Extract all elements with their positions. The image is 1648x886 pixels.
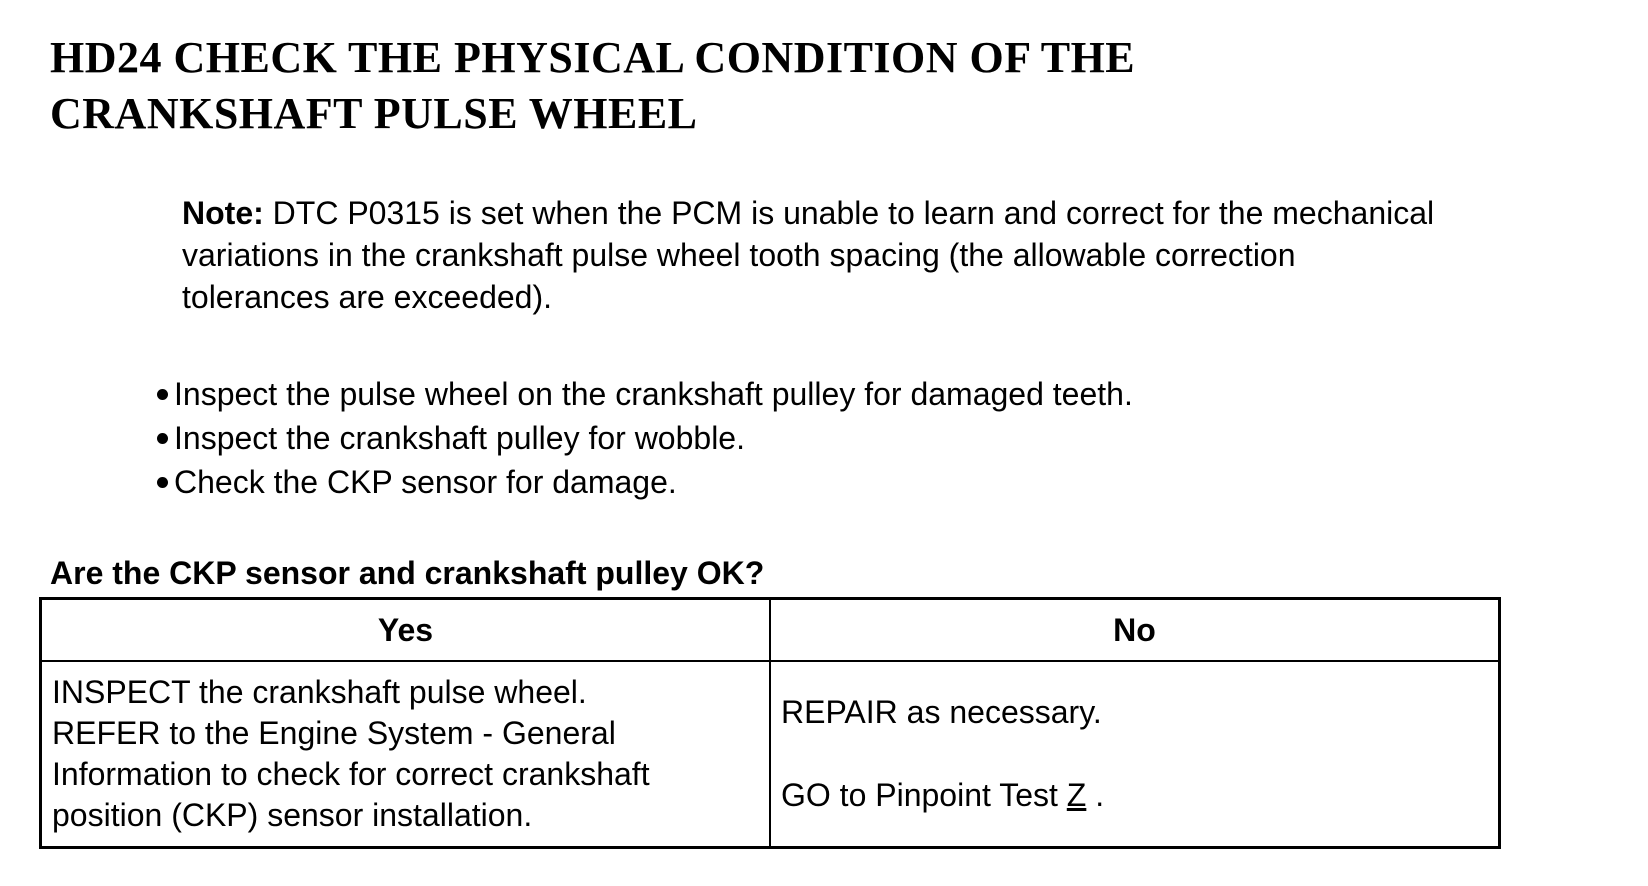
note-line-2: variations in the crankshaft pulse wheel tooth spacing (the allowable correction: [182, 237, 1296, 273]
page-title-line-1: HD24 CHECK THE PHYSICAL CONDITION OF THE: [50, 33, 1136, 82]
list-item-text: Inspect the crankshaft pulley for wobble.: [174, 420, 745, 456]
list-item: [157, 460, 1133, 504]
no-action-repair: REPAIR as necessary.: [781, 694, 1102, 730]
column-header-no: No: [770, 599, 1500, 662]
yes-action-line: Information to check for correct crankshaft: [52, 756, 650, 792]
list-item-text: Inspect the pulse wheel on the crankshaft pulley for damaged teeth.: [174, 376, 1133, 412]
list-item: [157, 372, 1133, 416]
no-action-cell: [770, 661, 1500, 848]
decision-table: [39, 597, 1501, 849]
note-label: Note:: [182, 195, 264, 231]
list-item: [157, 416, 1133, 460]
note-line-1: [182, 192, 1622, 234]
bullet-icon: [157, 477, 168, 488]
bullet-icon: [157, 433, 168, 444]
page-title-line-2: CRANKSHAFT PULSE WHEEL: [50, 89, 698, 138]
list-item-text: Check the CKP sensor for damage.: [174, 464, 677, 500]
yes-action-line: INSPECT the crankshaft pulse wheel.: [52, 674, 587, 710]
bullet-icon: [157, 389, 168, 400]
inspection-steps-list: [157, 372, 1133, 504]
table-header-row: [41, 599, 1500, 662]
yes-action-cell: [41, 661, 771, 848]
goto-suffix: .: [1086, 777, 1105, 813]
goto-prefix: GO to Pinpoint Test: [781, 777, 1067, 813]
note-block: [182, 192, 1622, 318]
note-line-3: tolerances are exceeded).: [182, 279, 552, 315]
decision-question: Are the CKP sensor and crankshaft pulley OK?: [50, 555, 765, 591]
yes-action-line: position (CKP) sensor installation.: [52, 797, 533, 833]
note-text-1: DTC P0315 is set when the PCM is unable to learn and correct for the mechanical: [263, 195, 1435, 231]
no-action-goto: [781, 775, 1488, 816]
column-header-yes: Yes: [41, 599, 771, 662]
page-title: [50, 30, 1550, 142]
pinpoint-test-z-link[interactable]: Z: [1066, 777, 1087, 813]
table-row: [41, 661, 1500, 848]
yes-action-line: REFER to the Engine System - General: [52, 715, 616, 751]
